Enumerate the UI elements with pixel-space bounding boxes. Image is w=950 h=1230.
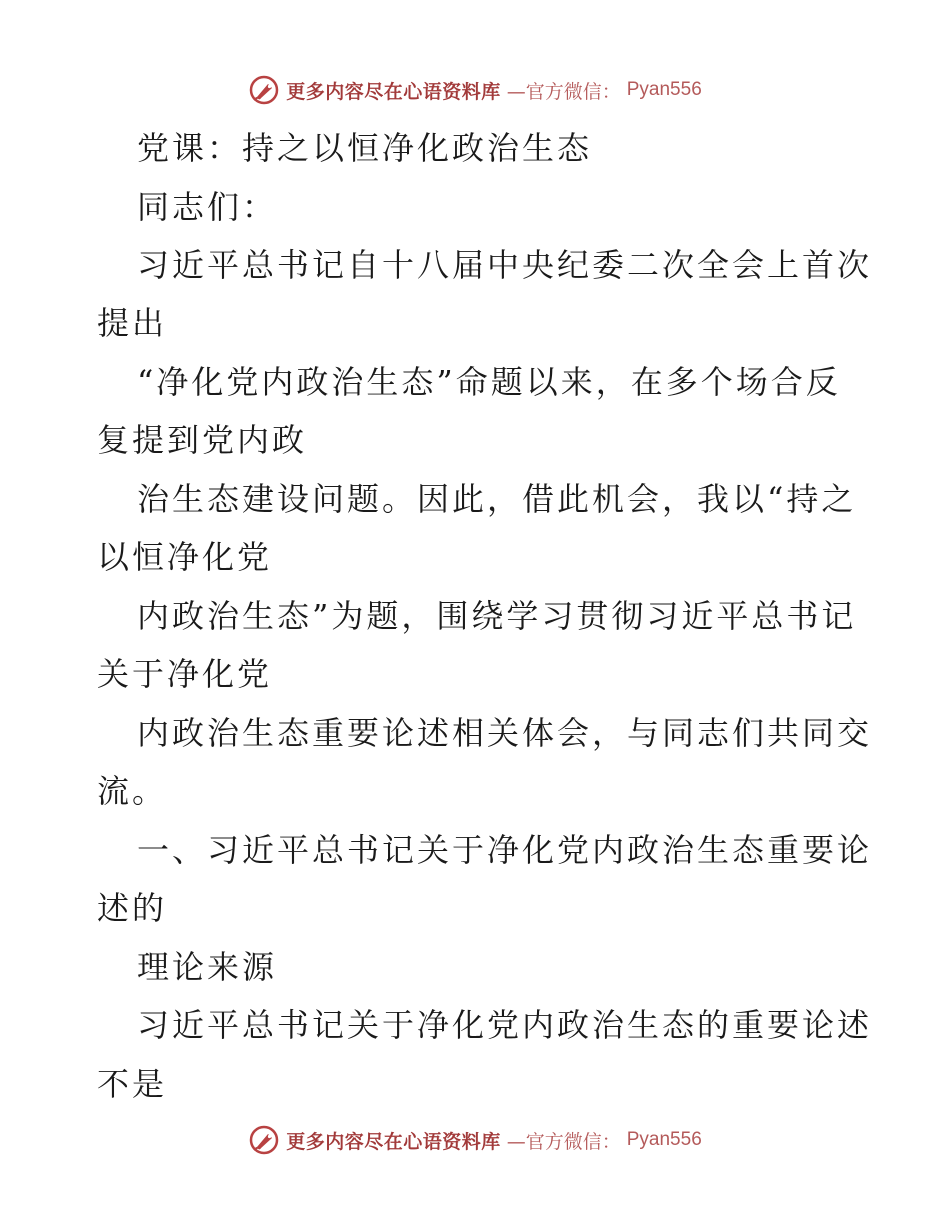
paragraph-line: “净化党内政治生态”命题以来，在多个场合反 — [137, 363, 841, 401]
salutation: 同志们： — [137, 188, 278, 226]
paragraph-line: 内政治生态重要论述相关体会，与同志们共同交 — [137, 714, 873, 752]
paragraph-line: 习近平总书记关于净化党内政治生态的重要论述 — [137, 1006, 873, 1044]
banner-wechat-id: Pyan556 — [626, 1129, 702, 1150]
footer-banner — [0, 1120, 950, 1160]
paragraph-line: 治生态建设问题。因此，借此机会，我以“持之 — [137, 480, 857, 518]
paragraph-line: 内政治生态”为题，围绕学习贯彻习近平总书记 — [137, 597, 857, 635]
banner-separator: —官方微信： — [506, 80, 621, 103]
pen-nib-logo-icon — [248, 74, 280, 106]
header-banner — [0, 70, 950, 110]
section-heading: 述的 — [97, 889, 168, 927]
pen-nib-logo-icon — [248, 1124, 280, 1156]
banner-title: 更多内容尽在心语资料库 — [286, 80, 501, 103]
paragraph-line: 提出 — [97, 304, 168, 342]
paragraph-line: 不是 — [97, 1065, 168, 1103]
section-heading: 理论来源 — [137, 948, 278, 986]
document-title: 党课：持之以恒净化政治生态 — [137, 129, 593, 167]
paragraph-line: 习近平总书记自十八届中央纪委二次全会上首次 — [137, 246, 873, 284]
banner-title: 更多内容尽在心语资料库 — [286, 1130, 501, 1153]
paragraph-line: 以恒净化党 — [97, 538, 273, 576]
paragraph-line: 关于净化党 — [97, 655, 273, 693]
banner-separator: —官方微信： — [506, 1130, 621, 1153]
banner-wechat-id: Pyan556 — [626, 79, 702, 100]
section-heading: 一、习近平总书记关于净化党内政治生态重要论 — [137, 831, 873, 869]
paragraph-line: 流。 — [97, 772, 168, 810]
paragraph-line: 复提到党内政 — [97, 421, 308, 459]
